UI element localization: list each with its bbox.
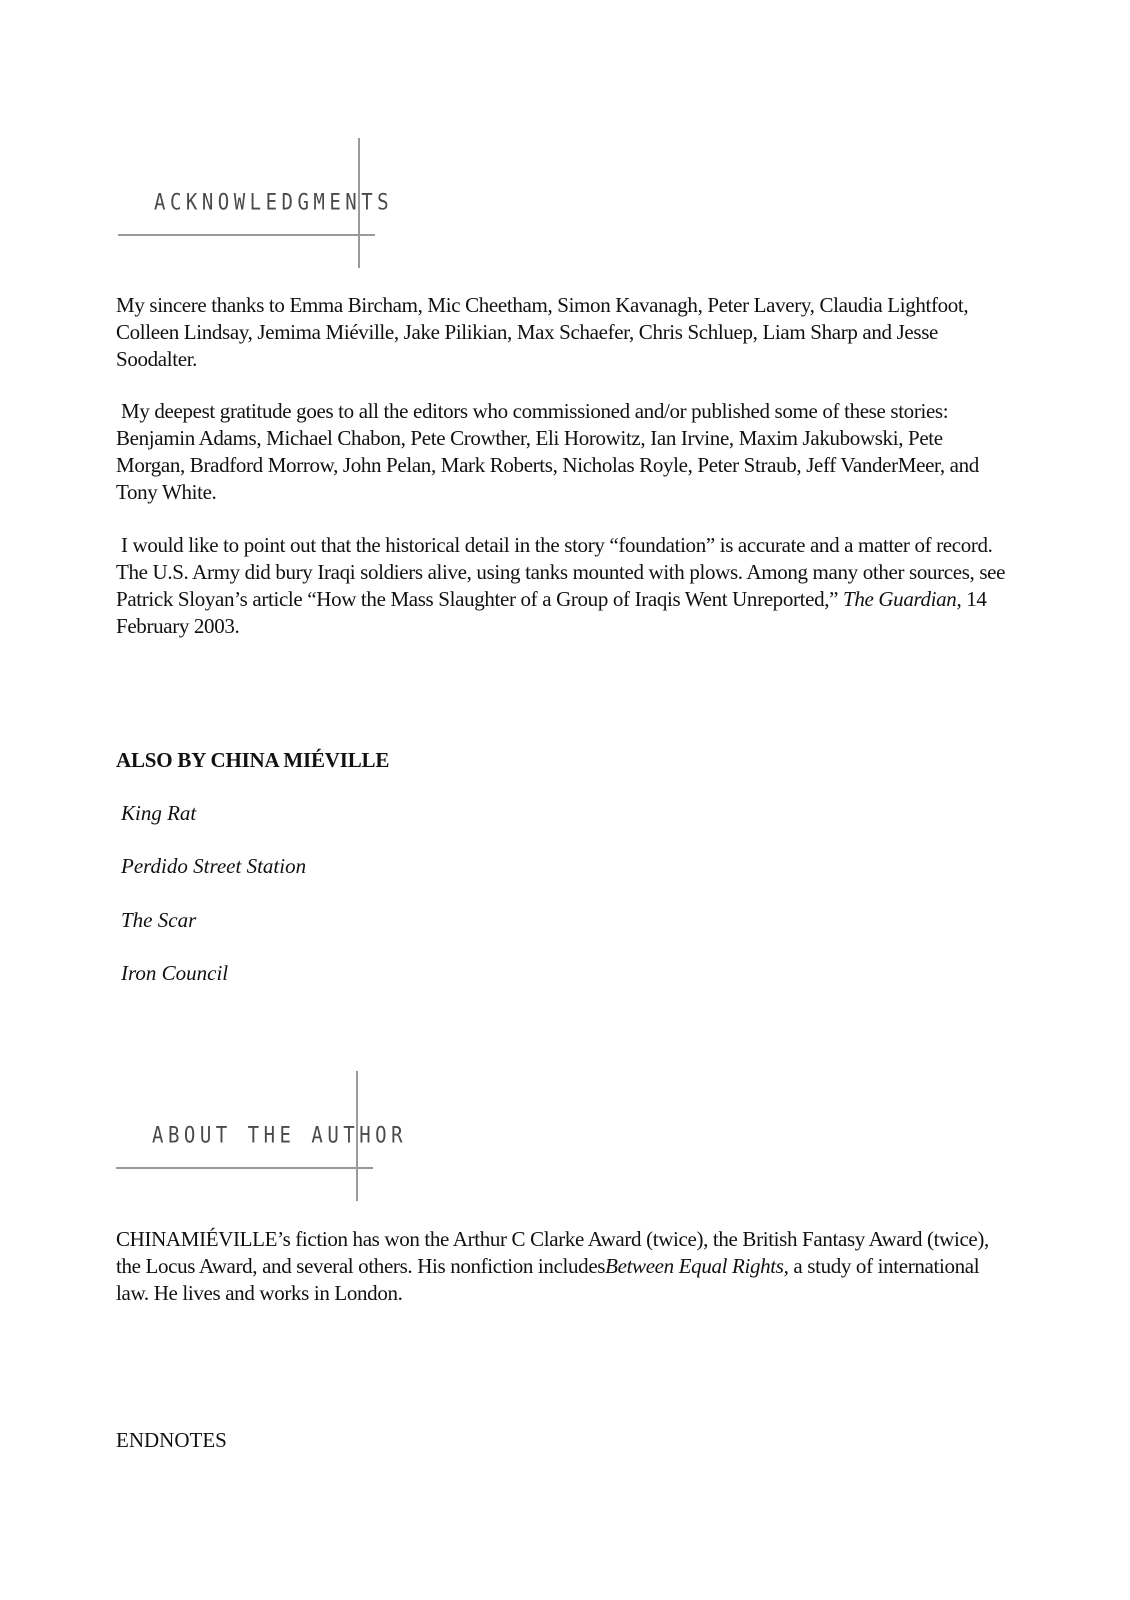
acknowledgments-paragraph-1: My sincere thanks to Emma Bircham, Mic Cheetham, Simon Kavanagh, Peter Lavery, Claudia Lightfoot, Colleen Lindsay, Jemima Miéville, Jake Pilikian, Max Schaefer, Chris Schluep, Liam Sharp and Jesse Soodalter. <box>116 293 969 371</box>
paragraph-3-date: 14 February 2003. <box>116 587 987 638</box>
book-title: Iron Council <box>121 961 229 985</box>
about-author-heading-block <box>112 1071 408 1201</box>
book-title: The Scar <box>121 908 197 932</box>
acknowledgments-heading: ACKNOWLEDGMENTS <box>154 190 394 216</box>
about-author-text-before: CHINAMIÉVILLE’s fiction has won the Arthur C Clarke Award (twice), the British Fantasy Award (twice), the Locus Award, and several others. His nonfiction includes <box>116 1227 989 1278</box>
book-title: King Rat <box>121 801 197 825</box>
about-author-heading: ABOUT THE AUTHOR <box>152 1123 408 1149</box>
about-author-text-after: a study of international law. He lives and works in London. <box>116 1254 980 1305</box>
paragraph-3-text: I would like to point out that the historical detail in the story “foundation” is accurate and a matter of record. The U.S. Army did bury Iraqi soldiers alive, using tanks mounted with plows. Among many other sources, see Patrick Sloyan’s article “How the Mass Slaughter of a Group of Iraqis Went Unreported,” <box>116 533 1006 611</box>
acknowledgments-paragraph-3 <box>116 532 1016 640</box>
about-author-paragraph <box>116 1226 1016 1307</box>
endnotes-label: ENDNOTES <box>116 1428 227 1452</box>
acknowledgments-paragraph-2: My deepest gratitude goes to all the editors who commissioned and/or published some of these stories: Benjamin Adams, Michael Chabon, Pete Crowther, Eli Horowitz, Ian Irvine, Maxim Jakubowski, Pete Morgan, Bradford Morrow, John Pelan, Mark Roberts, Nicholas Royle, Peter Straub, Jeff VanderMeer, and Tony White. <box>116 399 979 504</box>
about-author-book-title: Between Equal Rights, <box>605 1254 789 1278</box>
heading-horizontal-rule <box>118 234 375 236</box>
paragraph-3-source: The Guardian, <box>843 587 962 611</box>
heading-horizontal-rule <box>116 1167 373 1169</box>
also-by-heading: ALSO BY CHINA MIÉVILLE <box>116 748 390 772</box>
book-title: Perdido Street Station <box>121 854 307 878</box>
acknowledgments-heading-block <box>114 138 394 268</box>
